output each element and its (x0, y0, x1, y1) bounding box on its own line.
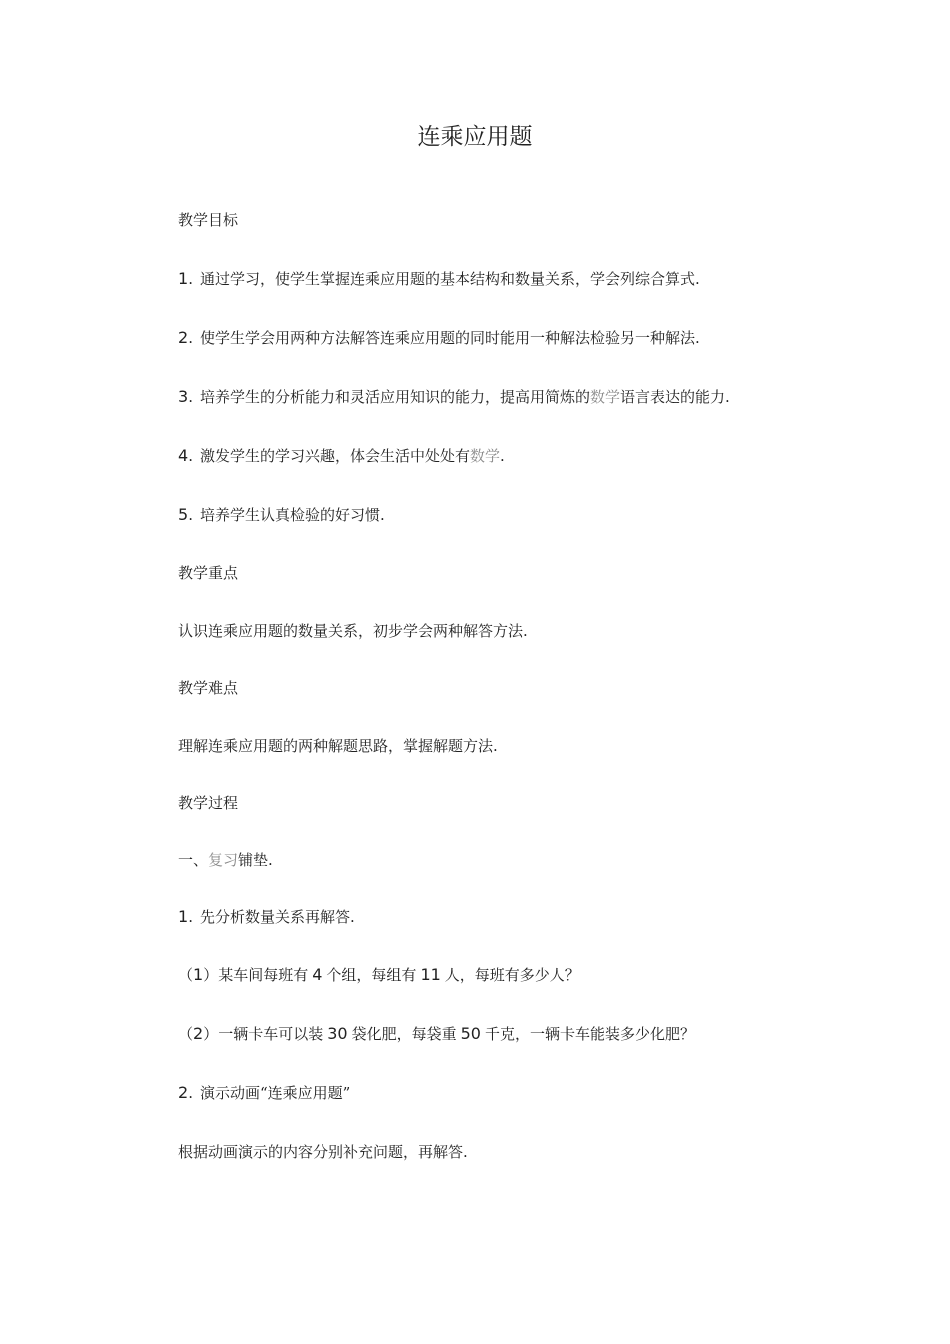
paren-open: （ (178, 966, 194, 984)
objective-text: 使学生学会用两种方法解答连乘应用题的同时能用一种解法检验另一种解法. (199, 329, 700, 347)
closing-text: 根据动画演示的内容分别补充问题，再解答. (178, 1143, 468, 1161)
question-2 (178, 1024, 898, 1044)
objective-text: 通过学习，使学生掌握连乘应用题的基本结构和数量关系，学会列综合算式. (199, 270, 700, 288)
question-value: 11 (420, 965, 441, 984)
item-separator: . (188, 908, 193, 926)
item-number: 2 (178, 1083, 189, 1102)
question-value: 4 (312, 965, 323, 984)
question-text: 人，每班有多少人？ (444, 966, 580, 984)
step-prefix: 一、 (178, 851, 209, 869)
question-value: 50 (460, 1024, 481, 1043)
objective-number: 4 (178, 446, 189, 465)
math-link[interactable]: 数学 (589, 388, 620, 406)
math-link[interactable]: 数学 (469, 447, 500, 465)
objective-item-4 (178, 446, 898, 466)
question-1 (178, 965, 898, 985)
paren-close: ） (203, 1025, 219, 1043)
objective-separator: . (188, 506, 193, 524)
process-item-2 (178, 1083, 898, 1103)
process-step-1 (178, 850, 898, 870)
review-link[interactable]: 复习 (208, 851, 239, 869)
item-number: 1 (178, 907, 189, 926)
item-text: 先分析数量关系再解答. (199, 908, 355, 926)
question-text: 袋化肥，每袋重 (351, 1025, 457, 1043)
objectives-heading: 教学目标 (178, 211, 239, 229)
objective-text: 培养学生认真检验的好习惯. (199, 506, 385, 524)
paren-open: （ (178, 1025, 194, 1043)
process-item-1 (178, 907, 898, 927)
paren-close: ） (203, 966, 219, 984)
objective-separator: . (188, 329, 193, 347)
document-title: 连乘应用题 (417, 124, 533, 150)
difficulty-heading: 教学难点 (178, 679, 239, 697)
question-number: 1 (193, 965, 204, 984)
objective-number: 1 (178, 269, 189, 288)
item-text: 演示动画“连乘应用题” (199, 1084, 351, 1102)
objective-text-end: 语言表达的能力. (620, 388, 730, 406)
objective-separator: . (188, 447, 193, 465)
difficulty-text: 理解连乘应用题的两种解题思路，掌握解题方法. (178, 737, 498, 755)
objective-text: 培养学生的分析能力和灵活应用知识的能力，提高用简炼的 (199, 388, 590, 406)
objective-number: 5 (178, 505, 189, 524)
question-value: 30 (327, 1024, 348, 1043)
item-separator: . (188, 1084, 193, 1102)
objective-number: 3 (178, 387, 189, 406)
question-text: 某车间每班有 (218, 966, 309, 984)
objective-item-3 (178, 387, 898, 407)
question-text: 一辆卡车可以装 (218, 1025, 324, 1043)
objective-number: 2 (178, 328, 189, 347)
process-heading: 教学过程 (178, 794, 239, 812)
objective-item-5 (178, 505, 898, 525)
objective-text: 激发学生的学习兴趣，体会生活中处处有 (199, 447, 470, 465)
key-points-heading: 教学重点 (178, 564, 239, 582)
question-number: 2 (193, 1024, 204, 1043)
key-points-text: 认识连乘应用题的数量关系，初步学会两种解答方法. (178, 622, 528, 640)
step-suffix: 铺垫. (238, 851, 273, 869)
objective-item-2 (178, 328, 898, 348)
question-text: 个组，每组有 (326, 966, 417, 984)
question-text: 千克，一辆卡车能装多少化肥？ (484, 1025, 695, 1043)
objective-separator: . (188, 388, 193, 406)
objective-item-1 (178, 269, 898, 289)
objective-text-end: . (500, 447, 505, 465)
objective-separator: . (188, 270, 193, 288)
